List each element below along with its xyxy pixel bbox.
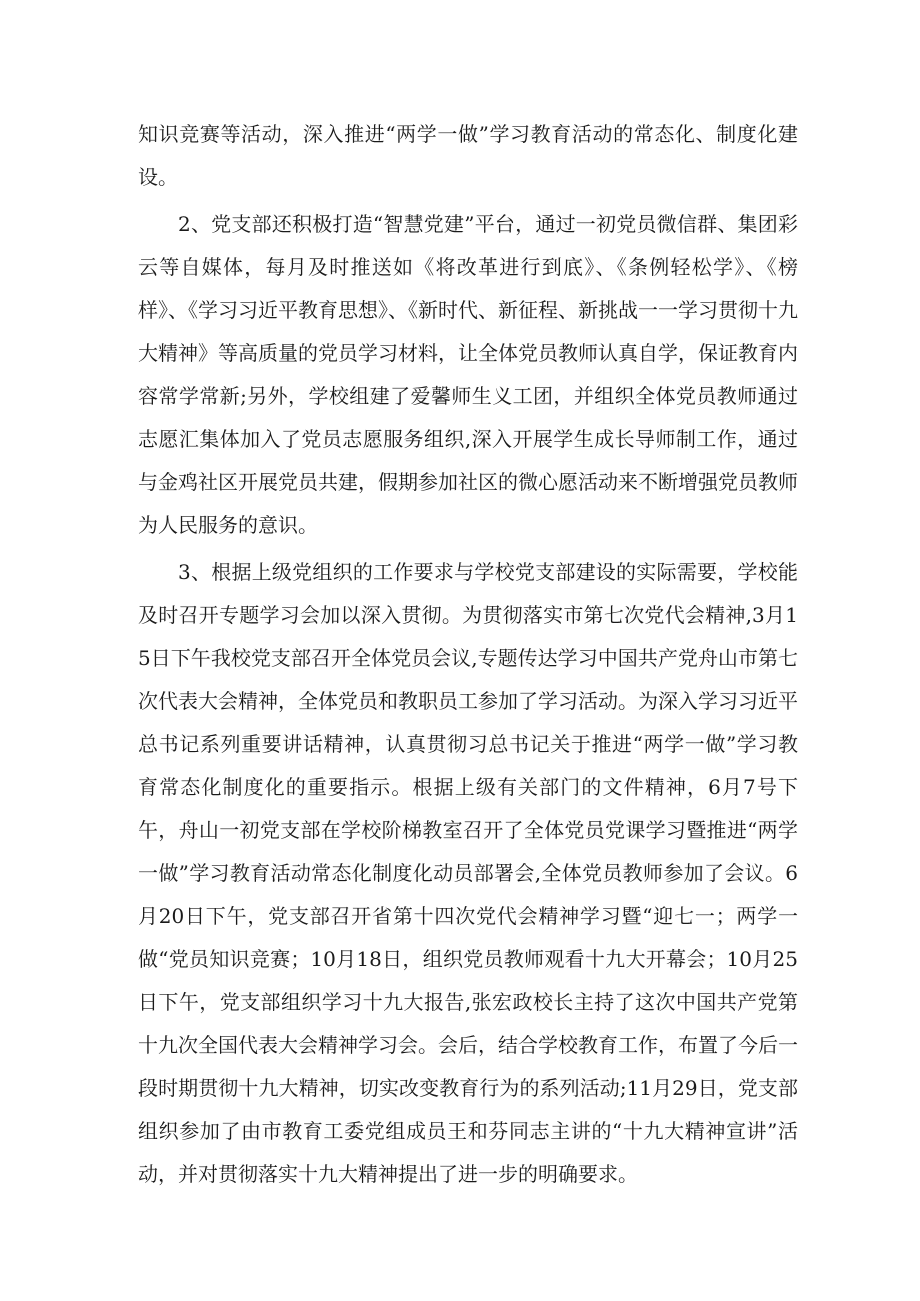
- paragraph-3: 3、根据上级党组织的工作要求与学校党支部建设的实际需要，学校能及时召开专题学习会加以深入贯彻。为贯彻落实市第七次党代会精神,3月15日下午我校党支部召开全体党员会议,专题传达学习中国共产党舟山市第七次代表大会精神，全体党员和教职员工参加了学习活动。为深入学习习近平总书记系列重要讲话精神，认真贯彻习总书记关于推进“两学一做”学习教育常态化制度化的重要指示。根据上级有关部门的文件精神，6月7号下午，舟山一初党支部在学校阶梯教室召开了全体党员党课学习暨推进“两学一做”学习教育活动常态化制度化动员部署会,全体党员教师参加了会议。6月20日下午，党支部召开省第十四次党代会精神学习暨“迎七一；两学一做“党员知识竞赛；10月18日，组织党员教师观看十九大开幕会；10月25日下午，党支部组织学习十九大报告,张宏政校长主持了这次中国共产党第十九次全国代表大会精神学习会。会后，结合学校教育工作，布置了今后一段时期贯彻十九大精神，切实改变教育行为的系列活动;11月29日，党支部组织参加了由市教育工委党组成员王和芬同志主讲的“十九大精神宣讲”活动，并对贯彻落实十九大精神提出了进一步的明确要求。: [138, 560, 798, 1186]
- paragraph-1: 知识竞赛等活动，深入推进“两学一做”学习教育活动的常态化、制度化建设。: [138, 122, 798, 189]
- document-body: [138, 113, 798, 1200]
- paragraph-2: 2、党支部还积极打造“智慧党建”平台，通过一初党员微信群、集团彩云等自媒体，每月及时推送如《将改革进行到底》、《条例轻松学》、《榜样》、《学习习近平教育思想》、《新时代、新征程、新挑战一一学习贯彻十九大精神》等高质量的党员学习材料，让全体党员教师认真自学，保证教育内容常学常新;另外，学校组建了爱馨师生义工团，并组织全体党员教师通过志愿汇集体加入了党员志愿服务组织,深入开展学生成长导师制工作，通过与金鸡社区开展党员共建，假期参加社区的微心愿活动来不断增强党员教师为人民服务的意识。: [138, 212, 798, 537]
